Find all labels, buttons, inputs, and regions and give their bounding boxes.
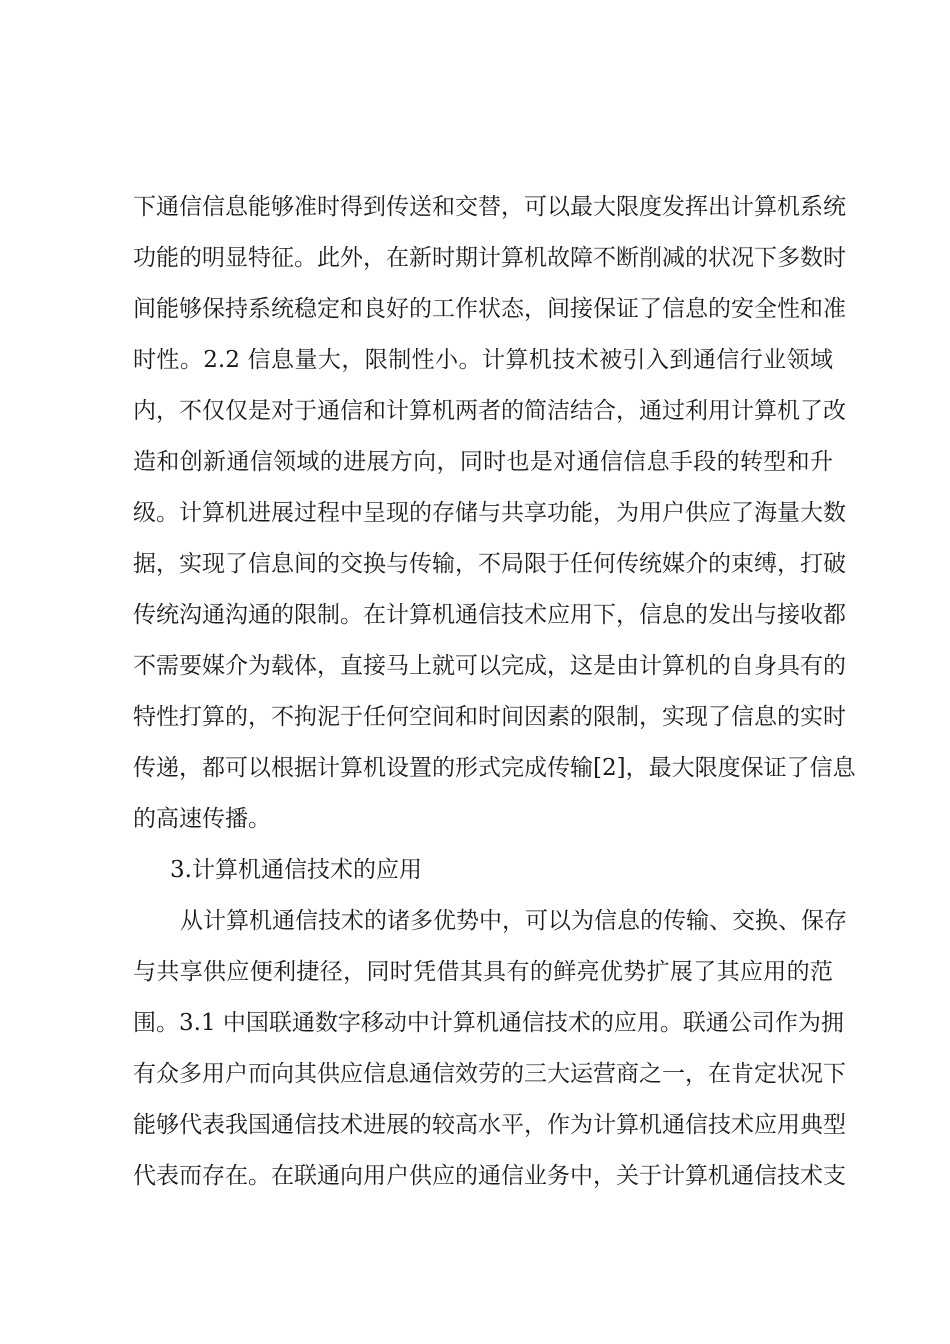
paragraph-line: 时性。2.2 信息量大，限制性小。计算机技术被引入到通信行业领域 bbox=[133, 347, 833, 373]
paragraph-line: 与共享供应便利捷径，同时凭借其具有的鲜亮优势扩展了其应用的范 bbox=[133, 959, 833, 985]
paragraph-line: 据，实现了信息间的交换与传输，不局限于任何传统媒介的束缚，打破 bbox=[133, 551, 846, 577]
paragraph-line: 的高速传播。 bbox=[133, 806, 271, 832]
paragraph-line: 级。计算机进展过程中呈现的存储与共享功能，为用户供应了海量大数 bbox=[133, 500, 846, 526]
paragraph-line: 围。3.1 中国联通数字移动中计算机通信技术的应用。联通公司作为拥 bbox=[133, 1010, 844, 1036]
paragraph-line: 特性打算的，不拘泥于任何空间和时间因素的限制，实现了信息的实时 bbox=[133, 704, 846, 730]
paragraph-line: 功能的明显特征。此外，在新时期计算机故障不断削减的状况下多数时 bbox=[133, 245, 846, 271]
paragraph-line: 代表而存在。在联通向用户供应的通信业务中，关于计算机通信技术支 bbox=[133, 1163, 846, 1189]
paragraph-line: 下通信信息能够准时得到传送和交替，可以最大限度发挥出计算机系统 bbox=[133, 194, 846, 220]
paragraph-line: 能够代表我国通信技术进展的较高水平，作为计算机通信技术应用典型 bbox=[133, 1112, 846, 1138]
paragraph-line: 有众多用户而向其供应信息通信效劳的三大运营商之一，在肯定状况下 bbox=[133, 1061, 846, 1087]
paragraph-line: 从计算机通信技术的诸多优势中，可以为信息的传输、交换、保存 bbox=[180, 908, 847, 934]
paragraph-line: 内，不仅仅是对于通信和计算机两者的简洁结合，通过利用计算机了改 bbox=[133, 398, 846, 424]
paragraph-line: 造和创新通信领域的进展方向，同时也是对通信信息手段的转型和升 bbox=[133, 449, 833, 475]
paragraph-line: 不需要媒介为载体，直接马上就可以完成，这是由计算机的自身具有的 bbox=[133, 653, 846, 679]
paragraph-line: 间能够保持系统稳定和良好的工作状态，间接保证了信息的安全性和准 bbox=[133, 296, 846, 322]
paragraph-line: 传递，都可以根据计算机设置的形式完成传输[2]，最大限度保证了信息 bbox=[133, 755, 856, 781]
section-heading: 3.计算机通信技术的应用 bbox=[170, 857, 422, 883]
paragraph-line: 传统沟通沟通的限制。在计算机通信技术应用下，信息的发出与接收都 bbox=[133, 602, 846, 628]
